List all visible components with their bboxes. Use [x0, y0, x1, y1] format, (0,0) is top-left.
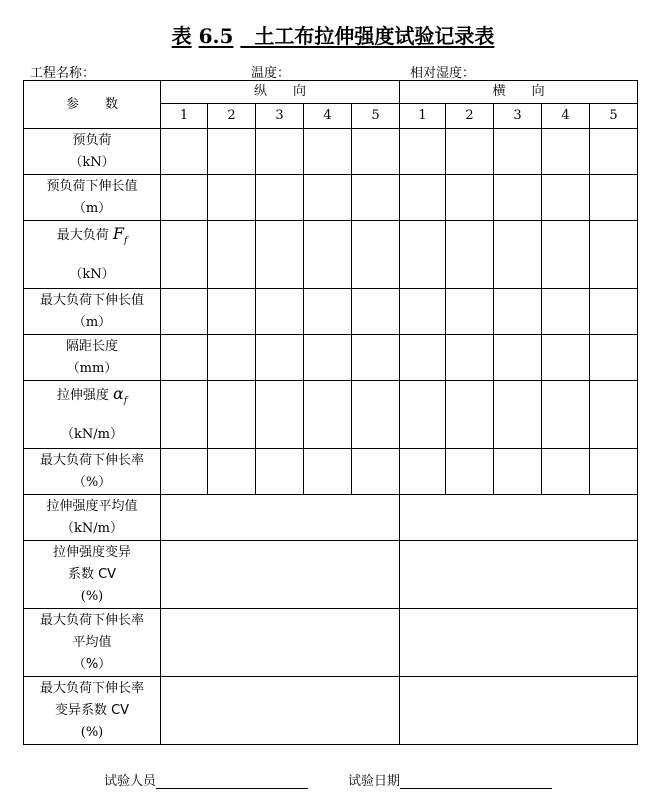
col-number: 5 [590, 104, 638, 129]
record-table [23, 80, 638, 745]
data-cell[interactable] [161, 335, 208, 381]
data-cell[interactable] [590, 221, 638, 289]
data-cell[interactable] [161, 175, 208, 221]
summary-line: 最大负荷下伸长率 [39, 680, 144, 696]
row-label [24, 381, 161, 449]
col-number: 1 [400, 104, 446, 129]
data-cell[interactable] [494, 449, 542, 495]
table-row [24, 381, 638, 449]
row-label [24, 129, 161, 175]
summary-cell-longitudinal[interactable] [161, 495, 400, 541]
data-cell[interactable] [446, 129, 494, 175]
row-name: 最大负荷下伸长值 [39, 292, 144, 308]
summary-row [24, 609, 638, 677]
data-cell[interactable] [400, 335, 446, 381]
table-row [24, 289, 638, 335]
title-number: 6.5 [198, 24, 234, 48]
data-cell[interactable] [542, 449, 590, 495]
col-number: 1 [161, 104, 208, 129]
date-field [348, 770, 552, 789]
data-cell[interactable] [494, 175, 542, 221]
row-label [24, 221, 161, 289]
param-header: 参 数 [24, 81, 161, 129]
summary-cell-longitudinal[interactable] [161, 677, 400, 745]
row-label [24, 449, 161, 495]
data-cell[interactable] [590, 381, 638, 449]
data-cell[interactable] [590, 129, 638, 175]
data-cell[interactable] [494, 289, 542, 335]
data-cell[interactable] [446, 449, 494, 495]
longitudinal-header: 纵 向 [161, 81, 400, 104]
data-cell[interactable] [161, 449, 208, 495]
table-row [24, 129, 638, 175]
col-number: 3 [256, 104, 304, 129]
data-cell[interactable] [542, 289, 590, 335]
data-cell[interactable] [304, 221, 352, 289]
row-label [24, 289, 161, 335]
row-unit: （kN） [69, 154, 115, 170]
data-cell[interactable] [590, 335, 638, 381]
summary-cell-transverse[interactable] [400, 677, 638, 745]
data-cell[interactable] [352, 221, 400, 289]
data-cell[interactable] [352, 289, 400, 335]
row-unit: （%） [72, 474, 112, 490]
data-cell[interactable] [400, 381, 446, 449]
data-cell[interactable] [400, 221, 446, 289]
table-row [24, 175, 638, 221]
data-cell[interactable] [256, 381, 304, 449]
row-unit: （kN） [69, 267, 115, 283]
data-cell[interactable] [304, 449, 352, 495]
summary-row [24, 677, 638, 745]
data-cell[interactable] [208, 335, 256, 381]
summary-line: （%） [72, 656, 112, 672]
data-cell[interactable] [256, 175, 304, 221]
data-cell[interactable] [542, 175, 590, 221]
row-name: 隔距长度 [65, 338, 118, 354]
data-cell[interactable] [494, 129, 542, 175]
data-cell[interactable] [494, 381, 542, 449]
data-cell[interactable] [590, 449, 638, 495]
header-row-1 [24, 81, 638, 104]
row-unit: （m） [72, 200, 112, 216]
date-signature-line[interactable] [400, 774, 552, 789]
tester-label: 试验人员 [104, 774, 157, 789]
data-cell[interactable] [304, 381, 352, 449]
data-cell[interactable] [208, 381, 256, 449]
data-cell[interactable] [446, 335, 494, 381]
page-title [0, 20, 666, 49]
data-cell[interactable] [208, 221, 256, 289]
data-cell[interactable] [352, 449, 400, 495]
data-cell[interactable] [446, 221, 494, 289]
data-cell[interactable] [542, 335, 590, 381]
col-number: 4 [542, 104, 590, 129]
row-symbol: $\alpha_f$ [113, 383, 128, 407]
data-cell[interactable] [400, 289, 446, 335]
summary-line: 变异系数 CV [54, 702, 130, 718]
data-cell[interactable] [590, 289, 638, 335]
row-name: 最大负荷下伸长率 [39, 452, 144, 468]
summary-row [24, 495, 638, 541]
data-cell[interactable] [304, 335, 352, 381]
summary-cell-longitudinal[interactable] [161, 541, 400, 609]
humidity-label: 相对湿度： [410, 66, 476, 81]
summary-line: 平均值 [72, 634, 112, 650]
data-cell[interactable] [400, 129, 446, 175]
data-cell[interactable] [304, 289, 352, 335]
data-cell[interactable] [400, 175, 446, 221]
data-cell[interactable] [161, 381, 208, 449]
data-cell[interactable] [161, 221, 208, 289]
row-name: 预负荷下伸长值 [46, 178, 138, 194]
summary-cell-longitudinal[interactable] [161, 609, 400, 677]
row-name: 最大负荷 [56, 227, 109, 243]
col-number: 2 [208, 104, 256, 129]
data-cell[interactable] [208, 449, 256, 495]
data-cell[interactable] [208, 289, 256, 335]
data-cell[interactable] [161, 129, 208, 175]
data-cell[interactable] [304, 175, 352, 221]
summary-label [24, 677, 161, 745]
summary-line: 拉伸强度变异 [52, 544, 131, 560]
summary-cell-transverse[interactable] [400, 541, 638, 609]
row-unit: （m） [72, 314, 112, 330]
tester-signature-line[interactable] [156, 774, 308, 789]
summary-cell-transverse[interactable] [400, 609, 638, 677]
row-symbol: $F_f$ [112, 223, 128, 247]
summary-line: （kN/m） [61, 520, 123, 536]
title-text: 土工布拉伸强度试验记录表 [254, 24, 495, 48]
summary-line: (%) [80, 588, 104, 604]
summary-line: 拉伸强度平均值 [46, 498, 138, 514]
row-label [24, 335, 161, 381]
project-name-label: 工程名称： [30, 66, 96, 81]
data-cell[interactable] [590, 175, 638, 221]
data-cell[interactable] [304, 129, 352, 175]
data-cell[interactable] [352, 129, 400, 175]
data-cell[interactable] [256, 449, 304, 495]
data-cell[interactable] [256, 129, 304, 175]
summary-line: (%) [80, 724, 104, 740]
title-prefix: 表 [171, 24, 192, 48]
table-row [24, 449, 638, 495]
summary-cell-transverse[interactable] [400, 495, 638, 541]
data-cell[interactable] [446, 175, 494, 221]
data-cell[interactable] [256, 335, 304, 381]
data-cell[interactable] [352, 175, 400, 221]
data-cell[interactable] [161, 289, 208, 335]
data-cell[interactable] [352, 335, 400, 381]
data-cell[interactable] [208, 129, 256, 175]
col-number: 3 [494, 104, 542, 129]
data-cell[interactable] [494, 335, 542, 381]
data-cell[interactable] [256, 221, 304, 289]
row-name: 拉伸强度 [56, 387, 109, 403]
data-cell[interactable] [256, 289, 304, 335]
summary-label [24, 495, 161, 541]
data-cell[interactable] [208, 175, 256, 221]
summary-line: 系数 CV [67, 566, 117, 582]
data-cell[interactable] [446, 289, 494, 335]
transverse-header: 横 向 [400, 81, 638, 104]
table-row [24, 221, 638, 289]
summary-row [24, 541, 638, 609]
col-number: 4 [304, 104, 352, 129]
data-cell[interactable] [352, 381, 400, 449]
table-row [24, 335, 638, 381]
date-label: 试验日期 [348, 774, 401, 789]
data-cell[interactable] [494, 221, 542, 289]
tester-field [104, 770, 308, 789]
row-name: 预负荷 [72, 132, 112, 148]
data-cell[interactable] [542, 381, 590, 449]
temperature-label: 温度： [251, 66, 291, 81]
row-label [24, 175, 161, 221]
summary-line: 最大负荷下伸长率 [39, 612, 144, 628]
summary-label [24, 541, 161, 609]
row-unit: （mm） [66, 360, 118, 376]
row-unit: （kN/m） [61, 427, 123, 443]
col-number: 2 [446, 104, 494, 129]
summary-label [24, 609, 161, 677]
data-cell[interactable] [400, 449, 446, 495]
col-number: 5 [352, 104, 400, 129]
data-cell[interactable] [446, 381, 494, 449]
data-cell[interactable] [542, 221, 590, 289]
data-cell[interactable] [542, 129, 590, 175]
